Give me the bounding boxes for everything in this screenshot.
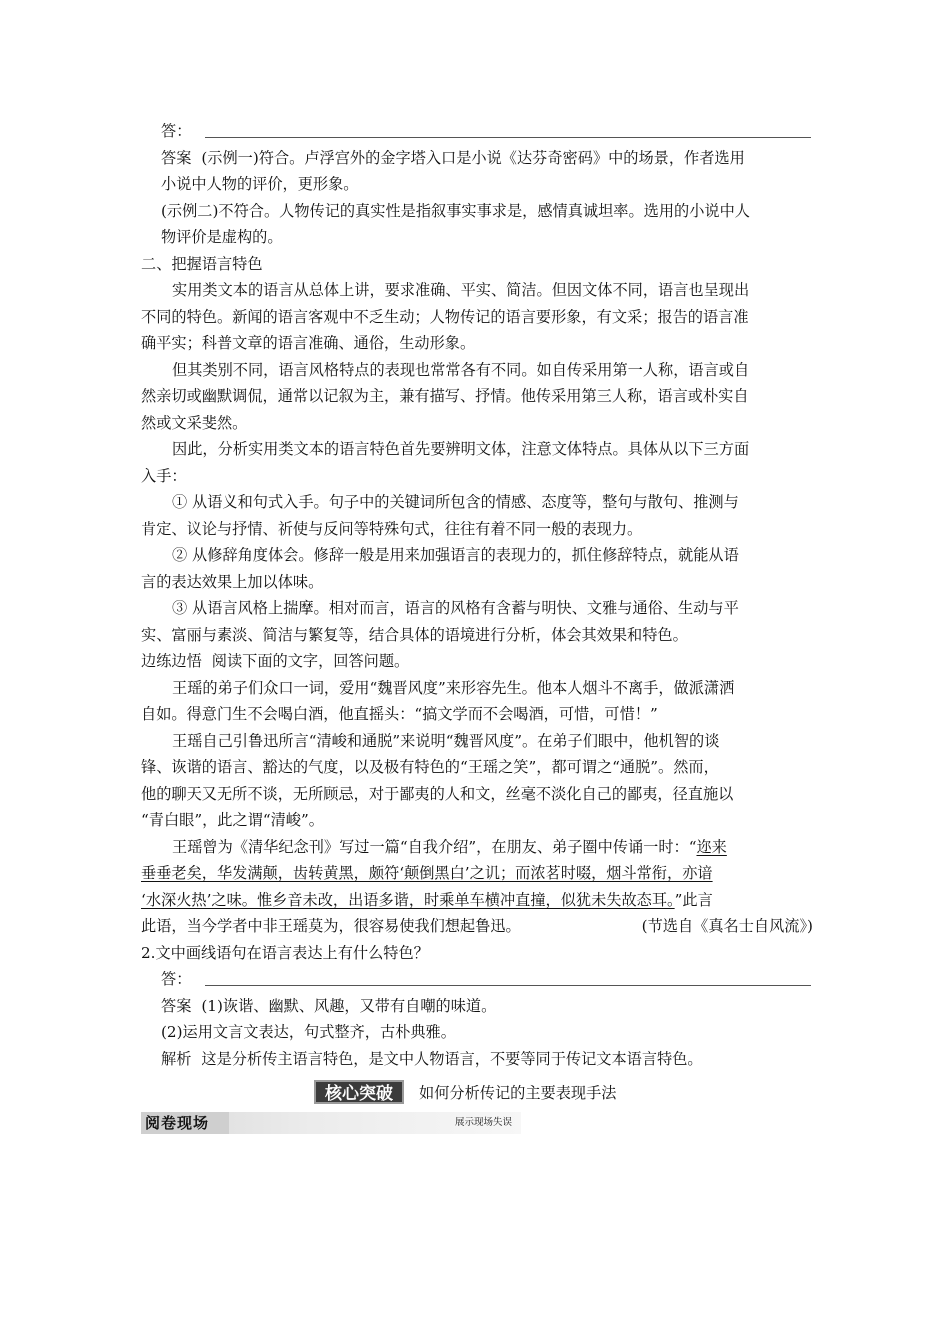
exercise-instruction: 阅读下面的文字，回答问题。 — [211, 652, 410, 670]
review-note: 展示现场失误 — [455, 1117, 513, 1128]
section2-p1-l2: 不同的特色。新闻的语言客观中不乏生动；人物传记的语言要形象，有文采；报告的语言准 — [141, 307, 749, 326]
section2-p2-l3: 然或文采斐然。 — [141, 413, 248, 432]
section2-p1-l3: 确平实；科普文章的语言准确、通俗，生动形象。 — [141, 334, 476, 352]
core-tag: 核心突破 — [314, 1080, 404, 1104]
section-heading: 二、把握语言特色 — [141, 254, 263, 273]
answer-label: 答案 — [161, 148, 192, 167]
section2-p2-l1: 但其类别不同，语言风格特点的表现也常常各有不同。如自传采用第一人称，语言或自 — [172, 360, 750, 379]
passage-p1-l2: 自如。得意门生不会喝白酒，他直摇头：“搞文学而不会喝酒，可惜，可惜！” — [141, 705, 658, 723]
review-bar — [141, 1112, 521, 1134]
q1-example2-line2: 物评价是虚构的。 — [161, 228, 283, 246]
q2-analysis: 解析 这是分析传主语言特色，是文中人物语言，不要等同于传记文本语言特色。 — [161, 1049, 703, 1068]
passage-p3-l1: 王瑶曾为《清华纪念刊》写过一篇“自我介绍”，在朋友、弟子圈中传诵一时：“迩来 — [172, 837, 727, 856]
passage-p2-l1: 王瑶自己引鲁迅所言“清峻和通脱”来说明“魏晋风度”。在弟子们眼中，他机智的谈 — [172, 731, 720, 750]
underlined-text: 迩来 — [696, 837, 727, 856]
section2-p3-l1: 因此，分析实用类文本的语言特色首先要辨明文体，注意文体特点。具体从以下三方面 — [172, 440, 750, 458]
q2-answer-1: 答案 (1)诙谐、幽默、风趣，又带有自嘲的味道。 — [161, 996, 497, 1015]
method3-l2: 实、富丽与素淡、简洁与繁复等，结合具体的语境进行分析，体会其效果和特色。 — [141, 625, 688, 644]
q2-answer-line — [141, 966, 813, 993]
passage-p2-l4: “青白眼”，此之谓“清峻”。 — [141, 811, 324, 829]
q1-example1-line1: 答案 (示例一)符合。卢浮宫外的金字塔入口是小说《达芬奇密码》中的场景，作者选用 — [161, 148, 745, 167]
q1-example1-line2: 小说中人物的评价，更形象。 — [161, 175, 359, 193]
section2-p2-l2: 然亲切或幽默调侃，通常以记叙为主，兼有描写、抒情。他传采用第三人称，语言或朴实自 — [141, 387, 749, 405]
underlined-text: ‘水深火热’之味。惟乡音未改，出语多谐，时乘单车横冲直撞，似犹未失故态耳。 — [141, 890, 675, 909]
answer-blank[interactable] — [205, 137, 811, 138]
source-citation: (节选自《真名士自风流》) — [641, 917, 813, 935]
core-title: 如何分析传记的主要表现手法 — [419, 1084, 617, 1102]
section2-p1-l1: 实用类文本的语言从总体上讲，要求准确、平实、简洁。但因文体不同，语言也呈现出 — [172, 281, 750, 299]
method2-l2: 言的表达效果上加以体味。 — [141, 572, 324, 591]
q1-answer-line — [141, 118, 813, 145]
passage-p2-l3: 他的聊天又无所不谈，无所顾忌，对于鄙夷的人和文，丝毫不淡化自己的鄙夷，径直施以 — [141, 784, 734, 803]
core-banner — [141, 1078, 813, 1108]
passage-p3-l3: ‘水深火热’之味。惟乡音未改，出语多谐，时乘单车横冲直撞，似犹未失故态耳。”此言 — [141, 890, 713, 909]
method1-l1: ① 从语义和句式入手。句子中的关键词所包含的情感、态度等，整句与散句、推测与 — [172, 493, 739, 511]
analysis-label: 解析 — [161, 1049, 192, 1068]
answer-prompt: 答： — [161, 122, 192, 140]
answer-label: 答案 — [161, 996, 192, 1015]
method3-l1: ③ 从语言风格上揣摩。相对而言，语言的风格有含蓄与明快、文雅与通俗、生动与平 — [172, 599, 739, 617]
passage-p1-l1: 王瑶的弟子们众口一词，爱用“魏晋风度”来形容先生。他本人烟斗不离手，做派潇洒 — [172, 678, 735, 697]
answer-blank[interactable] — [205, 985, 811, 986]
question-2: 2.文中画线语句在语言表达上有什么特色？ — [141, 943, 429, 962]
passage-p2-l2: 锋、诙谐的语言、豁达的气度，以及极有特色的“王瑶之笑”，都可谓之“通脱”。然而， — [141, 758, 719, 776]
document-page — [141, 118, 813, 1134]
q1-example2-line1: (示例二)不符合。人物传记的真实性是指叙事实事求是，感情真诚坦率。选用的小说中人 — [161, 201, 750, 220]
method1-l2: 肯定、议论与抒情、祈使与反问等特殊句式，往往有着不同一般的表现力。 — [141, 519, 643, 538]
exercise-label: 边练边悟 — [141, 652, 202, 670]
review-tag: 阅卷现场 — [141, 1112, 229, 1134]
underlined-text: 垂垂老矣，华发满颠，齿转黄黑，颇符‘颠倒黑白’之讥；而浓茗时啜，烟斗常衔，亦谙 — [141, 864, 713, 882]
section2-p3-l2: 入手： — [141, 466, 187, 485]
passage-p3-l2 — [141, 860, 813, 887]
q2-answer-2: (2)运用文言文表达，句式整齐，古朴典雅。 — [161, 1023, 456, 1041]
passage-p3-l4: 此语，当今学者中非王瑶莫为，很容易使我们想起鲁迅。 (节选自《真名士自风流》) — [141, 913, 813, 940]
method2-l1: ② 从修辞角度体会。修辞一般是用来加强语言的表现力的，抓住修辞特点，就能从语 — [172, 546, 739, 564]
answer-prompt: 答： — [161, 970, 192, 988]
exercise-header — [141, 648, 813, 675]
